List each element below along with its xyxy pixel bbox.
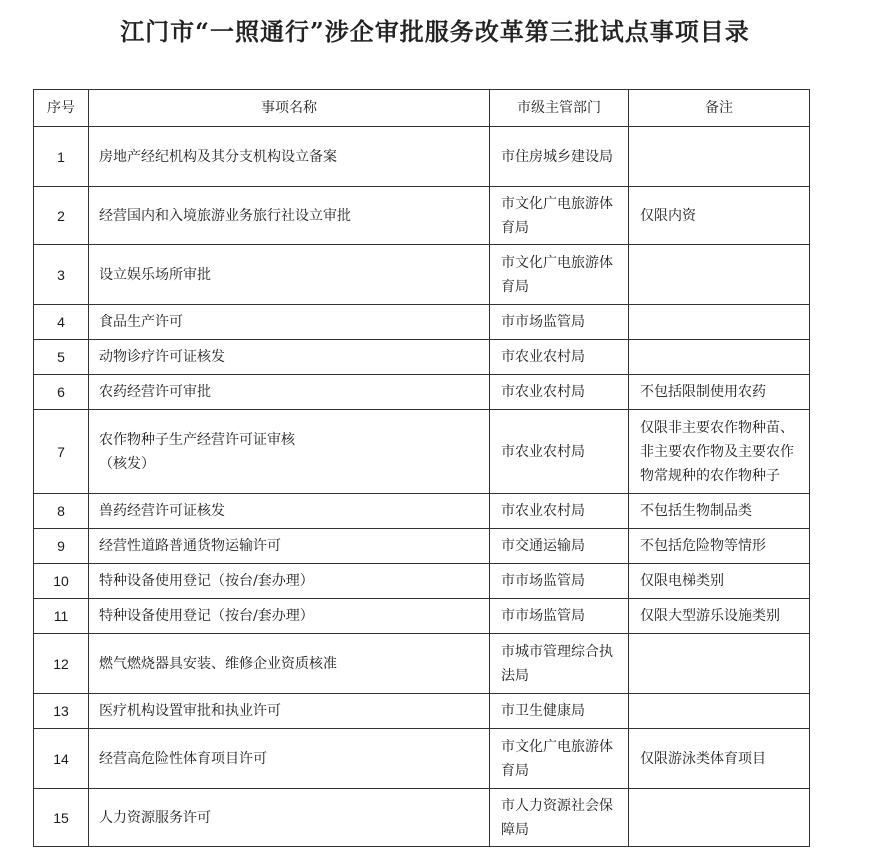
table-row	[34, 410, 810, 494]
row-name	[89, 127, 490, 187]
row-dept: 市交通运输局	[490, 529, 629, 564]
row-note: 不包括限制使用农药	[629, 375, 810, 410]
row-seq: 5	[34, 340, 89, 375]
table-row	[34, 564, 810, 599]
row-name-text: 燃气燃烧器具安装、维修企业资质核准	[99, 655, 337, 672]
row-name	[89, 564, 490, 599]
row-seq: 7	[34, 410, 89, 494]
row-dept: 市市场监管局	[490, 564, 629, 599]
row-seq: 15	[34, 789, 89, 847]
row-seq: 4	[34, 305, 89, 340]
row-name-text: 食品生产许可	[99, 314, 183, 330]
row-name-text: 设立娱乐场所审批	[99, 266, 211, 283]
row-seq: 10	[34, 564, 89, 599]
row-name-text: 房地产经纪机构及其分支机构设立备案	[99, 148, 337, 165]
row-name-text: 经营性道路普通货物运输许可	[99, 538, 281, 554]
row-note	[629, 245, 810, 305]
row-dept: 市住房城乡建设局	[490, 127, 629, 187]
table-row	[34, 245, 810, 305]
row-note	[629, 634, 810, 694]
row-note	[629, 340, 810, 375]
page-title: 江门市“一照通行”涉企审批服务改革第三批试点事项目录	[120, 17, 750, 46]
row-name	[89, 187, 490, 245]
row-dept: 市市场监管局	[490, 305, 629, 340]
row-name-text: 兽药经营许可证核发	[99, 503, 225, 519]
row-name	[89, 340, 490, 375]
row-name	[89, 729, 490, 789]
row-dept: 市文化广电旅游体育局	[490, 729, 629, 789]
table-row	[34, 127, 810, 187]
row-seq: 2	[34, 187, 89, 245]
row-note: 不包括危险物等情形	[629, 529, 810, 564]
row-note: 不包括生物制品类	[629, 494, 810, 529]
row-name-text: 农药经营许可审批	[99, 384, 211, 400]
row-note	[629, 694, 810, 729]
table-row	[34, 789, 810, 847]
table-row	[34, 599, 810, 634]
row-name	[89, 634, 490, 694]
row-name	[89, 410, 490, 494]
row-note	[629, 305, 810, 340]
row-seq: 1	[34, 127, 89, 187]
row-seq: 12	[34, 634, 89, 694]
row-note: 仅限游泳类体育项目	[629, 729, 810, 789]
row-name	[89, 305, 490, 340]
row-note	[629, 127, 810, 187]
row-name	[89, 529, 490, 564]
table-row	[34, 375, 810, 410]
row-name-text: 特种设备使用登记（按台/套办理）	[99, 608, 314, 624]
header-name: 事项名称	[89, 90, 490, 127]
row-name-text: 人力资源服务许可	[99, 809, 211, 826]
row-name-text: 农作物种子生产经营许可证审核	[99, 431, 295, 448]
table-row	[34, 529, 810, 564]
row-dept: 市文化广电旅游体育局	[490, 245, 629, 305]
row-seq: 8	[34, 494, 89, 529]
header-seq: 序号	[34, 90, 89, 127]
row-dept: 市市场监管局	[490, 599, 629, 634]
row-seq: 6	[34, 375, 89, 410]
row-dept: 市卫生健康局	[490, 694, 629, 729]
table-row	[34, 494, 810, 529]
row-note: 仅限大型游乐设施类别	[629, 599, 810, 634]
row-note: 仅限电梯类别	[629, 564, 810, 599]
row-name-text: 特种设备使用登记（按台/套办理）	[99, 573, 314, 589]
row-note	[629, 789, 810, 847]
row-dept: 市农业农村局	[490, 375, 629, 410]
row-dept: 市文化广电旅游体育局	[490, 187, 629, 245]
row-name-text: 医疗机构设置审批和执业许可	[99, 703, 281, 719]
row-dept: 市农业农村局	[490, 340, 629, 375]
row-note: 仅限非主要农作物种苗、非主要农作物及主要农作物常规种的农作物种子	[629, 410, 810, 494]
table-row	[34, 694, 810, 729]
row-seq: 11	[34, 599, 89, 634]
row-seq: 3	[34, 245, 89, 305]
table-row	[34, 187, 810, 245]
row-seq: 9	[34, 529, 89, 564]
row-name-text: 动物诊疗许可证核发	[99, 349, 225, 365]
header-note: 备注	[629, 90, 810, 127]
row-name-subtext: （核发）	[99, 455, 155, 472]
row-name-text: 经营国内和入境旅游业务旅行社设立审批	[99, 207, 351, 224]
row-dept: 市农业农村局	[490, 410, 629, 494]
table-row	[34, 305, 810, 340]
row-dept: 市农业农村局	[490, 494, 629, 529]
table-row	[34, 340, 810, 375]
row-name	[89, 694, 490, 729]
row-name	[89, 599, 490, 634]
table-row	[34, 729, 810, 789]
row-seq: 14	[34, 729, 89, 789]
row-name	[89, 494, 490, 529]
header-dept: 市级主管部门	[490, 90, 629, 127]
row-seq: 13	[34, 694, 89, 729]
row-name	[89, 375, 490, 410]
catalog-table	[33, 89, 810, 847]
row-note: 仅限内资	[629, 187, 810, 245]
row-dept: 市人力资源社会保障局	[490, 789, 629, 847]
table-row	[34, 634, 810, 694]
row-dept: 市城市管理综合执法局	[490, 634, 629, 694]
table-header-row	[34, 90, 810, 127]
row-name-text: 经营高危险性体育项目许可	[99, 750, 267, 767]
row-name	[89, 245, 490, 305]
row-name	[89, 789, 490, 847]
